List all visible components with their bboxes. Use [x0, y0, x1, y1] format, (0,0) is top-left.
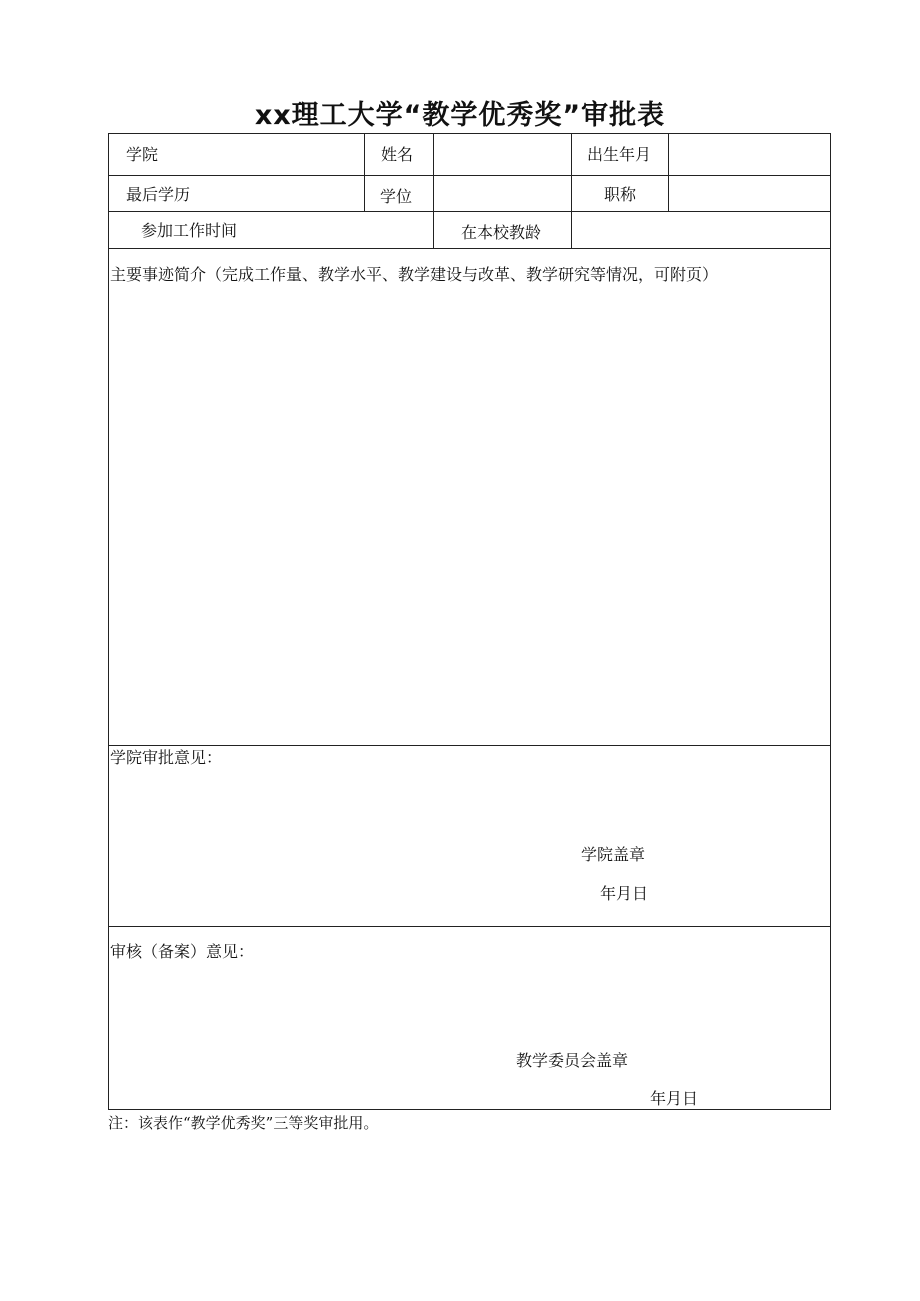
col-divider-name-value — [433, 133, 434, 248]
professional-title-label: 职称 — [604, 185, 637, 204]
college-seal-label: 学院盖章 — [581, 845, 646, 864]
work-start-label: 参加工作时间 — [141, 221, 238, 240]
birth-label: 出生年月 — [587, 145, 652, 164]
section-divider-college-review — [108, 926, 831, 927]
row-divider-3 — [108, 248, 831, 249]
section-divider-achievements — [108, 745, 831, 746]
row-divider-2 — [108, 211, 831, 212]
achievements-label: 主要事迹简介（完成工作量、教学水平、教学建设与改革、教学研究等情况，可附页） — [110, 265, 719, 284]
school-years-label: 在本校教龄 — [461, 223, 542, 242]
col-divider-birth-value — [668, 133, 669, 211]
name-label: 姓名 — [381, 145, 414, 164]
committee-seal-label: 教学委员会盖章 — [516, 1051, 629, 1070]
degree-label: 学位 — [380, 187, 413, 206]
col-divider-birth-label — [571, 133, 572, 248]
education-label: 最后学历 — [126, 185, 191, 204]
form-title: xx理工大学“教学优秀奖”审批表 — [254, 100, 666, 131]
final-review-label: 审核（备案）意见： — [110, 942, 255, 961]
college-review-date: 年月日 — [600, 884, 649, 903]
final-review-date: 年月日 — [650, 1089, 699, 1108]
college-review-label: 学院审批意见： — [110, 748, 223, 767]
col-divider-name-label — [364, 133, 365, 211]
college-label: 学院 — [126, 145, 159, 164]
footer-note: 注：该表作“教学优秀奖”三等奖审批用。 — [108, 1114, 379, 1132]
row-divider-1 — [108, 175, 831, 176]
